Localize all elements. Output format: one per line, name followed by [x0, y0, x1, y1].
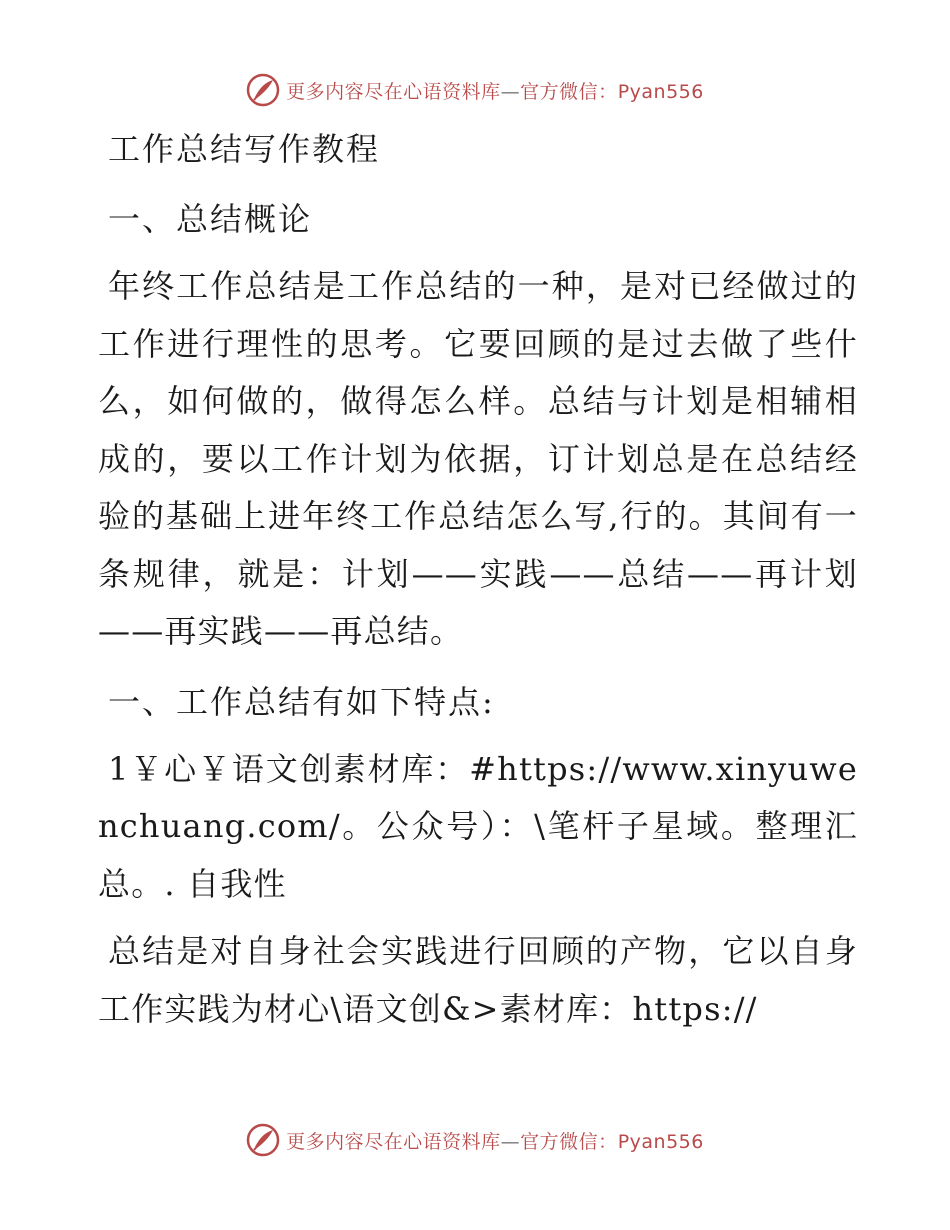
section-heading-features: 一、工作总结有如下特点:	[108, 682, 495, 721]
feather-pen-logo-icon	[246, 73, 280, 107]
footer-banner	[0, 1120, 950, 1160]
header-banner	[0, 70, 950, 110]
paragraph-overview: 年终工作总结是工作总结的一种，是对已经做过的工作进行理性的思考。它要回顾的是过去做了些什么，如何做的，做得怎么样。总结与计划是相辅相成的，要以工作计划为依据，订计划总是在总结经验的基础上进年终工作总结怎么写,行的。其间有一条规律，就是：计划——实践——总结——再计划——再实践——再总结。	[98, 267, 858, 650]
feather-pen-logo-icon	[246, 1123, 280, 1157]
section-heading-overview: 一、总结概论	[108, 200, 313, 238]
wechat-id: Pyan556	[617, 80, 704, 103]
banner-separator: —	[500, 1130, 521, 1153]
banner-text: 更多内容尽在心语资料库	[286, 80, 501, 103]
paragraph-source-note: 1￥心￥语文创素材库：#https://www.xinyuwenchuang.com/。公众号）：\笔杆子星域。整理汇总。. 自我性	[98, 749, 858, 903]
document-body	[98, 120, 858, 1038]
wechat-label: 官方微信：	[520, 1130, 618, 1153]
wechat-id: Pyan556	[617, 1130, 704, 1153]
banner-text: 更多内容尽在心语资料库	[286, 1130, 501, 1153]
document-title: 工作总结写作教程	[108, 130, 381, 168]
wechat-label: 官方微信：	[520, 80, 618, 103]
banner-separator: —	[500, 80, 521, 103]
paragraph-self-nature: 总结是对自身社会实践进行回顾的产物，它以自身工作实践为材心\语文创&>素材库：https://	[98, 932, 858, 1028]
